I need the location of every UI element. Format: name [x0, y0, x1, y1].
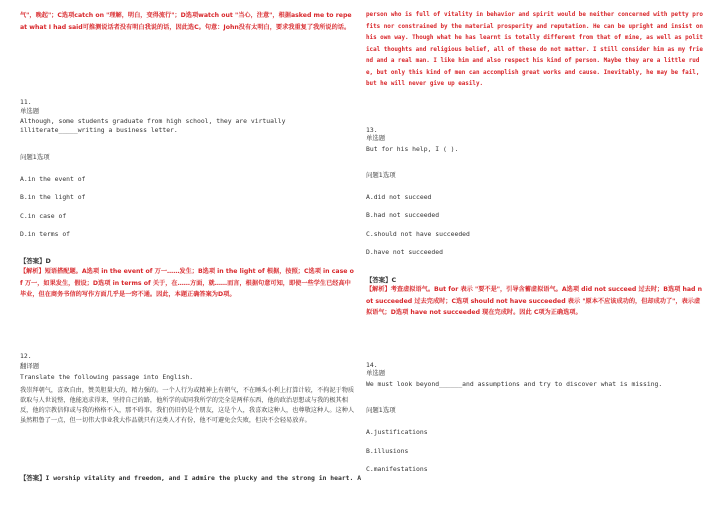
- options-label: 问题1选项: [366, 171, 396, 179]
- option-b: B.had not succeeded: [366, 211, 440, 219]
- question-type: 单选题: [20, 107, 40, 115]
- answer-explanation: 【解析】短语搭配题。A选项 in the event of 万一……发生；B选项 in the light of 根据，按照；C选项 in case of 万一，如果发生，假设；D选项 in terms of 关于，在……方面，就……而言，根据句意可知，即使一些学生已经高中毕业，但在商务书信的写作方面几乎是一窍不通。因此，本题正确答案为D项。: [20, 268, 354, 298]
- question-type: 单选题: [366, 369, 386, 377]
- answer-explanation: 【解析】考查虚拟语气。But for 表示 "要不是"，引导含蓄虚拟语气。A选项 did not succeed 过去时；B选项 had not succeeded 过去完成时；C选项 should not have succeeded 表示 "原本不应该成功的，但却成功了"，表示虚拟语气；D选项 have not succeeded 现在完成时。因此 C项为正确选项。: [366, 286, 703, 316]
- question-stem: But for his help, I ( ).: [366, 145, 459, 153]
- answer-label: 【答案】D: [20, 257, 51, 265]
- option-a: A.did not succeed: [366, 193, 432, 201]
- option-c: C.manifestations: [366, 465, 428, 473]
- translation-answer-continued: person who is full of vitality in behavior and spirit would be neither concerned with petty profits nor constrained by the material prosperity and reputation. He can be upright and insist on his own way. Though what he has learnt is totally different from that of mine, as well as political thoughts and religious belief, all of these do not matter. I still consider him as my friend and a real man. I like him and also respect his kind of person. Maybe they are a little rude, but only this kind of men can accomplish great works and cause. Inevitably, he may be fail, but he will never give up easily.: [366, 12, 703, 87]
- question-stem: Although, some students graduate from high school, they are virtually illiterate_____writing a business letter.: [20, 117, 286, 134]
- option-d: D.have not succeeded: [366, 248, 443, 256]
- option-c: C.in case of: [20, 212, 67, 220]
- option-b: B.illusions: [366, 447, 409, 455]
- answer-text: 【答案】I worship vitality and freedom, and I admire the plucky and the strong in heart. A: [20, 474, 362, 482]
- option-a: A.in the event of: [20, 175, 86, 183]
- options-label: 问题1选项: [366, 406, 396, 414]
- question-number: 13.: [366, 126, 378, 134]
- option-a: A.justifications: [366, 428, 428, 436]
- previous-question-explanation: 气"，晚起"；C选项catch on "理解，明白，变得流行"；D选项watch out "当心，注意"，根据asked me to repeat what I had said可推测说话者没有明白我说的话，因此选C。句意：John没有太明白，要求我重复了我所说的话。: [20, 12, 352, 31]
- question-number: 12.: [20, 352, 32, 360]
- question-type: 翻译题: [20, 362, 40, 370]
- translation-passage: 我崇拜朝气，喜欢自由，赞美胆量大的，精力强的。一个人行为或精神上有朝气，不在睡头小利上打算计较，不拘泥于物质欲取与人世说整，他能追求得来，坚持自己的路，他所学的或同我所学的完全是两样东西，他的政治思想或与我的极其相反，他的宗教信仰或与我的格格不入，那不碍事。我们仍旧仍是个朋友，这是个人，我喜欢这种人，也尊敬这种人。这种人虽然粗鲁了一点，但一切伟大事业我大作品就只有这类人才有份，他不可避免会失败，但决不会轻易放弃。: [20, 387, 355, 424]
- answer-label: 【答案】C: [366, 276, 397, 284]
- question-stem: We must look beyond______and assumptions and try to discover what is missing.: [366, 380, 663, 388]
- question-stem: Translate the following passage into English.: [20, 373, 194, 381]
- question-type: 单选题: [366, 134, 386, 142]
- question-number: 11.: [20, 98, 32, 106]
- option-b: B.in the light of: [20, 193, 86, 201]
- options-label: 问题1选项: [20, 153, 50, 161]
- question-number: 14.: [366, 361, 378, 369]
- option-c: C.should not have succeeded: [366, 230, 470, 238]
- option-d: D.in terms of: [20, 230, 71, 238]
